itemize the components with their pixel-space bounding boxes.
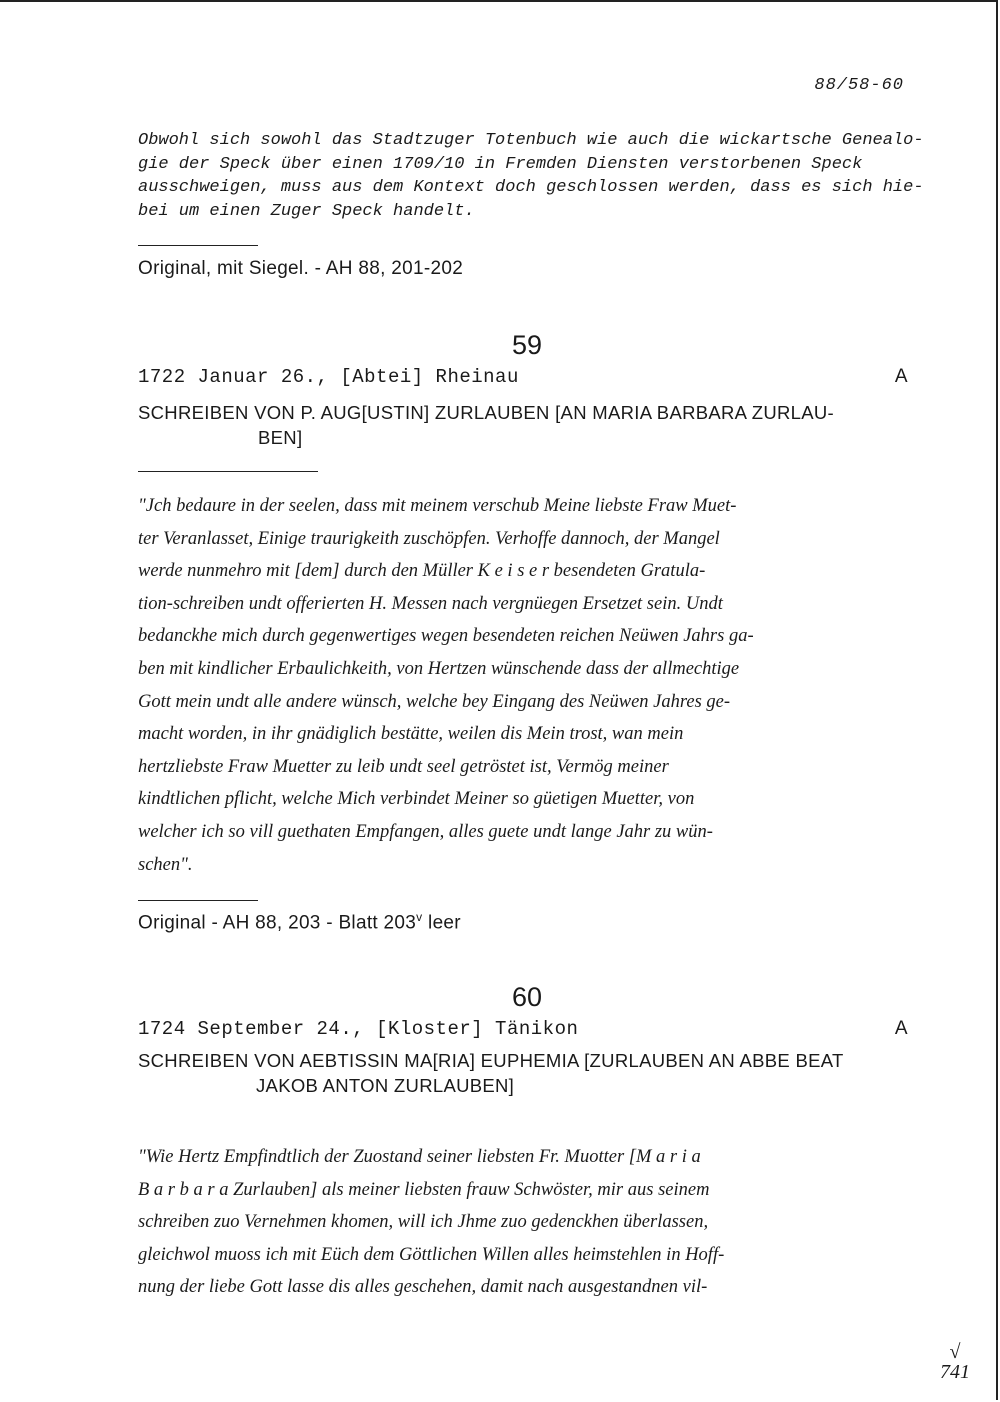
date-place-59 — [138, 366, 908, 388]
source-main: Original - AH 88, 203 - Blatt 203 — [138, 912, 417, 934]
quote-line: "Wie Hertz Empfindtlich der Zuostand seiner liebsten Fr. Muotter [M a r i a — [138, 1147, 701, 1167]
quote-line: bedanckhe mich durch gegenwertiges wegen besendeten reichen Neüwen Jahrs ga- — [138, 626, 754, 647]
quote-line: nung der liebe Gott lasse dis alles geschehen, damit nach ausgestandnen vil- — [138, 1277, 708, 1298]
document-number-59: 59 — [512, 330, 543, 360]
intro-line: gie der Speck über einen 1709/10 in Fremden Diensten verstorbenen Speck — [138, 154, 863, 174]
quote-line: B a r b a r a Zurlauben] als meiner liebsten frauw Schwöster, mir aus seinem — [138, 1179, 710, 1200]
archive-marker: A — [894, 366, 908, 387]
intro-line: Obwohl sich sowohl das Stadtzuger Totenbuch wie auch die wickartsche Genealo- — [138, 131, 924, 150]
quote-line: kindtlichen pflicht, welche Mich verbindet Meiner so güetigen Muetter, von — [138, 789, 695, 810]
quote-line: ter Veranlasset, Einige traurigkeith zuschöpfen. Verhoffe dannoch, der Mangel — [138, 528, 720, 549]
title-line: SCHREIBEN VON AEBTISSIN MA[RIA] EUPHEMIA [ZURLAUBEN AN ABBE BEAT — [138, 1050, 844, 1071]
quote-line: tion-schreiben undt offerierten H. Messen nach vergnüegen Ersetzet sein. Undt — [138, 593, 723, 614]
quote-60 — [138, 1141, 938, 1304]
title-line: JAKOB ANTON ZURLAUBEN] — [256, 1075, 515, 1096]
quote-line: gleichwol muoss ich mit Eüch dem Göttlichen Willen alles heimstehlen in Hoff- — [138, 1244, 725, 1265]
intro-line: bei um einen Zuger Speck handelt. — [138, 201, 475, 221]
check-mark: √ — [949, 1341, 961, 1363]
intro-line: ausschweigen, muss aus dem Kontext doch geschlossen werden, dass es sich hie- — [138, 178, 924, 197]
source-note-58: Original, mit Siegel. - AH 88, 201-202 — [138, 258, 464, 279]
quote-line: macht worden, in ihr gnädiglich bestätte, weilen dis Mein trost, wan mein — [138, 724, 684, 745]
page-number: 88/58-60 — [814, 76, 904, 95]
date-place-text: 1722 Januar 26., [Abtei] Rheinau — [138, 366, 519, 388]
handwritten-number: 741 — [940, 1361, 970, 1383]
source-tail: leer — [422, 912, 461, 934]
separator-rule — [138, 900, 258, 901]
quote-59 — [138, 490, 938, 881]
quote-line: welcher ich so vill guethaten Empfangen, alles guete undt lange Jahr zu wün- — [138, 821, 713, 842]
quote-line: schen". — [138, 854, 193, 875]
quote-line: Gott mein undt alle andere wünsch, welche bey Eingang des Neüwen Jahres ge- — [138, 691, 731, 712]
intro-paragraph — [138, 129, 928, 223]
title-line: BEN] — [258, 427, 303, 448]
handwritten-corner-mark — [940, 1342, 970, 1382]
separator-rule — [138, 471, 318, 472]
separator-rule — [138, 245, 258, 246]
document-title-59 — [138, 400, 918, 450]
source-superscript: v — [416, 910, 423, 924]
document-number-60: 60 — [512, 982, 543, 1012]
quote-line: werde nunmehro mit [dem] durch den Müller K e i s e r besendeten Gratula- — [138, 561, 706, 582]
quote-line: "Jch bedaure in der seelen, dass mit meinem verschub Meine liebste Fraw Muet- — [138, 496, 737, 516]
source-note-59 — [138, 910, 461, 934]
document-title-60 — [138, 1048, 918, 1098]
quote-line: ben mit kindlicher Erbaulichkeith, von Hertzen wünschende dass der allmechtige — [138, 658, 740, 679]
quote-line: schreiben zuo Vernehmen khomen, will ich Jhme zuo gedenckhen überlassen, — [138, 1212, 709, 1233]
date-place-60 — [138, 1018, 908, 1040]
date-place-text: 1724 September 24., [Kloster] Tänikon — [138, 1018, 579, 1040]
archive-marker: A — [894, 1018, 908, 1039]
title-line: SCHREIBEN VON P. AUG[USTIN] ZURLAUBEN [AN MARIA BARBARA ZURLAU- — [138, 402, 835, 423]
quote-line: hertzliebste Fraw Muetter zu leib undt seel getröstet ist, Vermög meiner — [138, 756, 669, 777]
